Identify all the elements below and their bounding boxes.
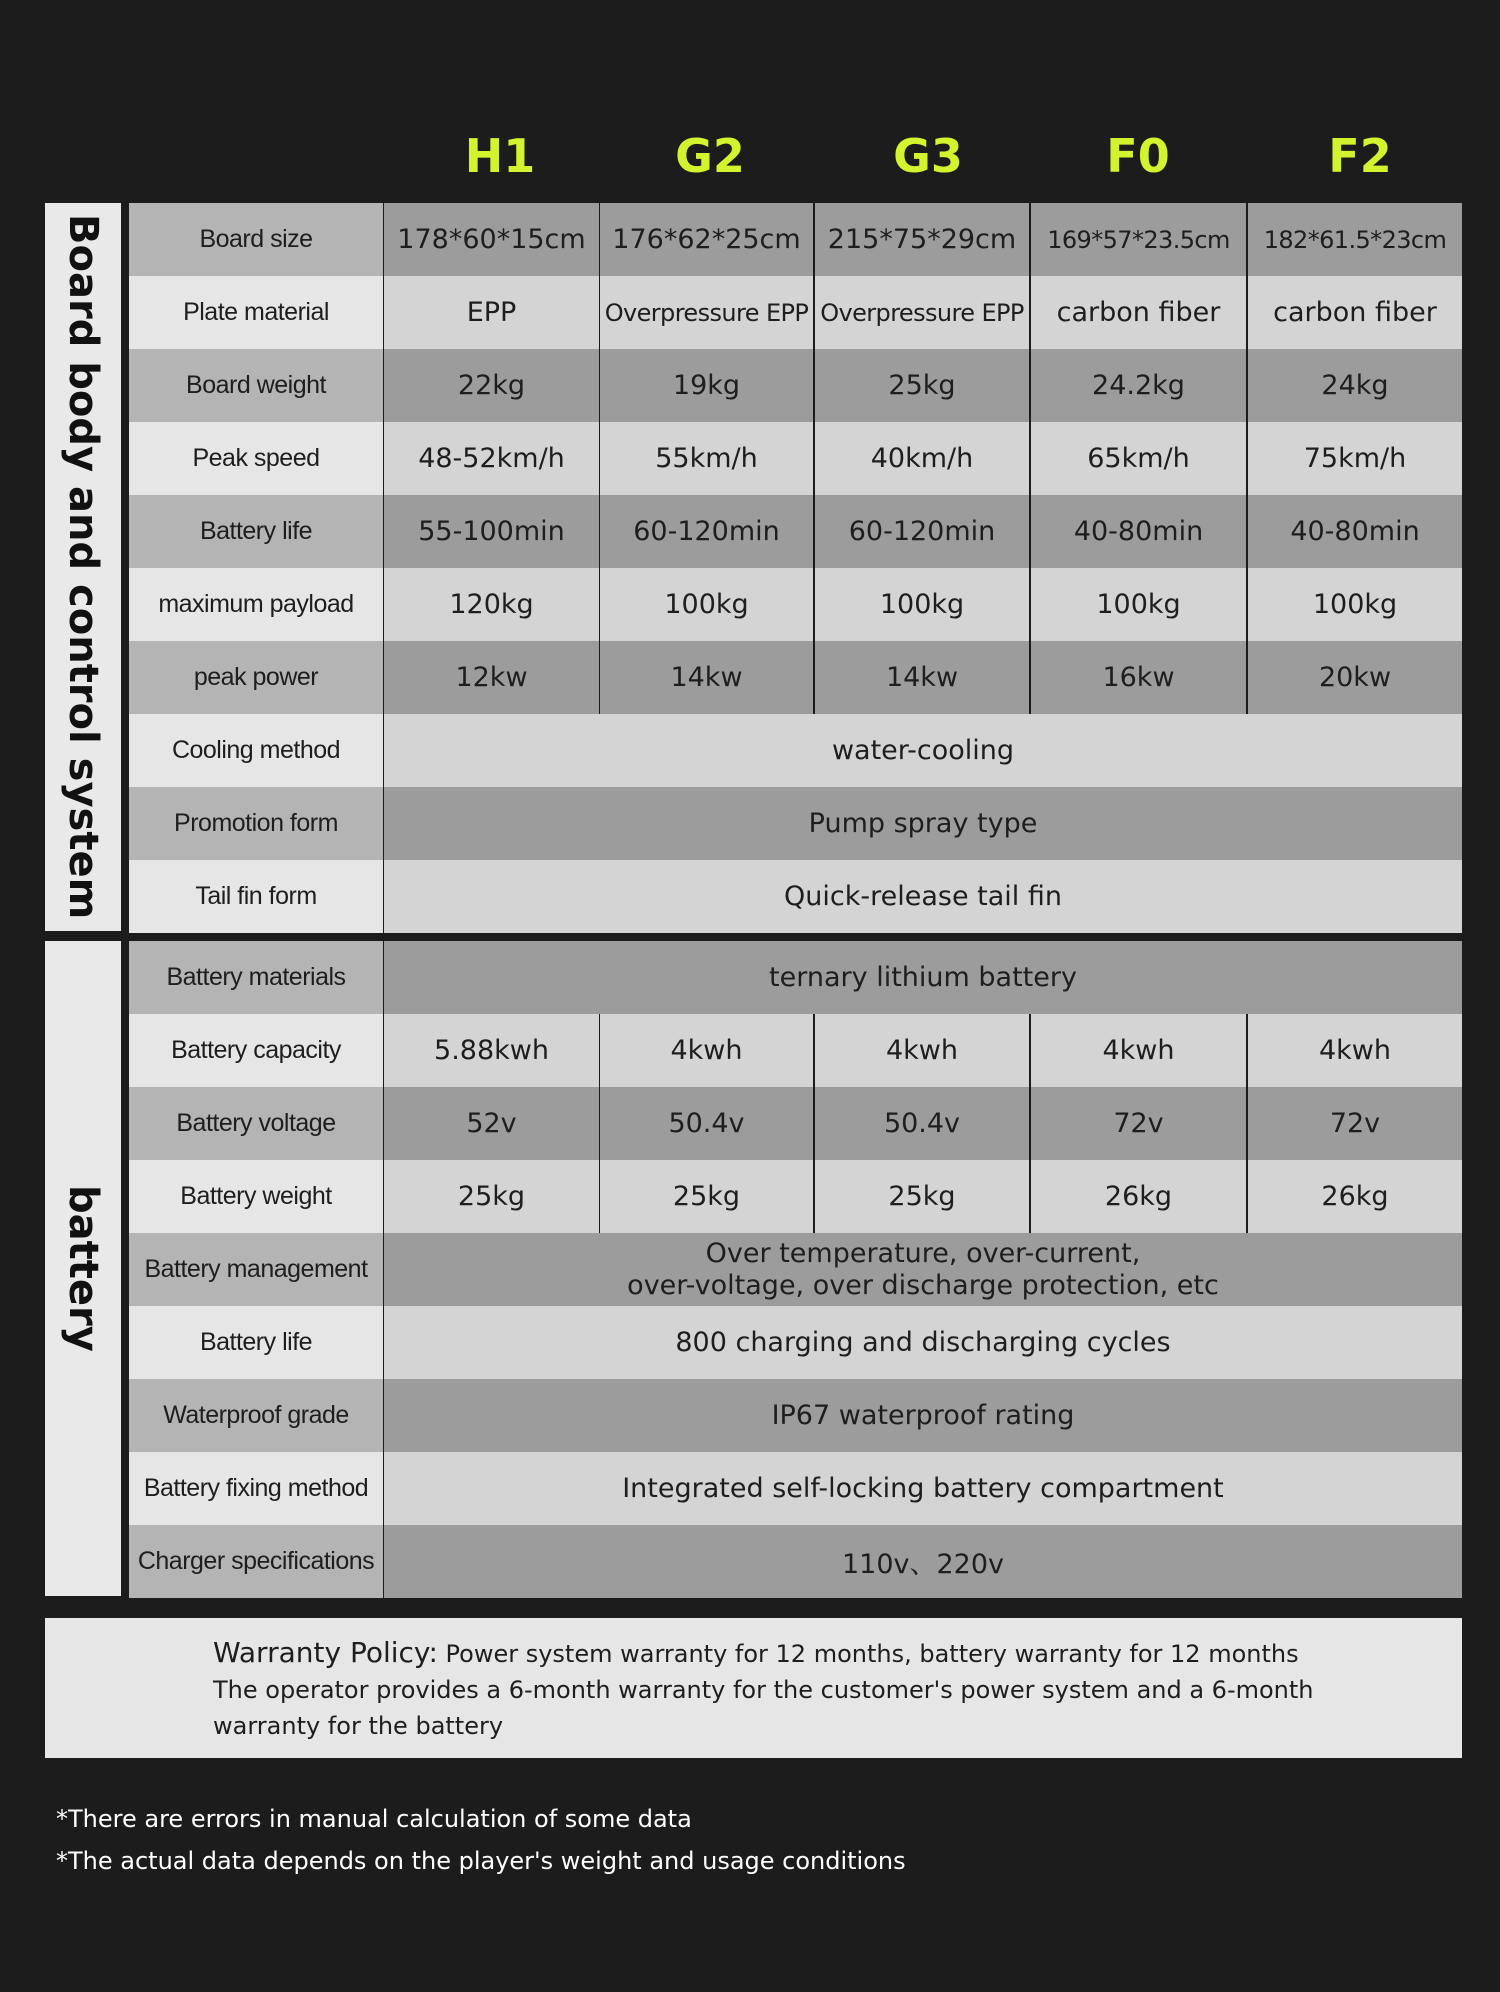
- row-value-h1: EPP: [384, 276, 599, 349]
- footnote-2: *The actual data depends on the player's weight and usage conditions: [56, 1847, 906, 1875]
- row-value-f0: 40-80min: [1031, 495, 1246, 568]
- row-label: Battery life: [129, 495, 383, 568]
- row-value-g3: Overpressure EPP: [815, 276, 1029, 349]
- row-value-g3: 50.4v: [815, 1087, 1029, 1160]
- row-value-f0: 16kw: [1031, 641, 1246, 714]
- row-value-f2: 4kwh: [1248, 1014, 1462, 1087]
- model-g3: G3: [893, 129, 963, 183]
- row-value-g2: 176*62*25cm: [600, 203, 813, 276]
- row-value-span: 800 charging and discharging cycles: [384, 1306, 1462, 1379]
- row-value-h1: 52v: [384, 1087, 599, 1160]
- row-label: Board size: [129, 203, 383, 276]
- warranty-box: [45, 1618, 1462, 1758]
- row-value-f0: 26kg: [1031, 1160, 1246, 1233]
- section-battery-label: battery: [60, 1185, 106, 1352]
- section-board-body-label: Board body and control system: [60, 214, 106, 920]
- model-f0: F0: [1106, 129, 1170, 183]
- row-value-f2: 72v: [1248, 1087, 1462, 1160]
- row-label: Cooling method: [129, 714, 383, 787]
- row-label: Promotion form: [129, 787, 383, 860]
- row-label: Charger specifications: [129, 1525, 383, 1598]
- row-value-g2: 55km/h: [600, 422, 813, 495]
- row-value-f2: 182*61.5*23cm: [1248, 203, 1462, 276]
- row-value-span: Pump spray type: [384, 787, 1462, 860]
- row-value-span: ternary lithium battery: [384, 941, 1462, 1014]
- row-value-g2: 25kg: [600, 1160, 813, 1233]
- row-value-f2: 20kw: [1248, 641, 1462, 714]
- row-value-f0: 4kwh: [1031, 1014, 1246, 1087]
- model-f2: F2: [1328, 129, 1392, 183]
- row-value-span: Over temperature, over-current, over-voltage, over discharge protection, etc: [384, 1233, 1462, 1306]
- warranty-line-1: [213, 1635, 1462, 1672]
- footnote-1: *There are errors in manual calculation of some data: [56, 1805, 692, 1833]
- row-value-f2: 100kg: [1248, 568, 1462, 641]
- row-label: maximum payload: [129, 568, 383, 641]
- row-value-h1: 25kg: [384, 1160, 599, 1233]
- row-value-span: water-cooling: [384, 714, 1462, 787]
- row-label: Tail fin form: [129, 860, 383, 933]
- warranty-text-2: The operator provides a 6-month warranty for the customer's power system and a 6-month: [213, 1676, 1314, 1704]
- row-value-g3: 40km/h: [815, 422, 1029, 495]
- row-label: Battery fixing method: [129, 1452, 383, 1525]
- row-value-g3: 100kg: [815, 568, 1029, 641]
- row-value-f0: 100kg: [1031, 568, 1246, 641]
- row-label: Waterproof grade: [129, 1379, 383, 1452]
- row-value-g2: Overpressure EPP: [600, 276, 813, 349]
- row-value-g3: 25kg: [815, 1160, 1029, 1233]
- footnotes: [56, 1798, 1356, 1882]
- row-label: Battery management: [129, 1233, 383, 1306]
- row-value-f0: 24.2kg: [1031, 349, 1246, 422]
- row-value-g2: 100kg: [600, 568, 813, 641]
- row-value-g2: 14kw: [600, 641, 813, 714]
- section-board-body: [45, 203, 121, 931]
- warranty-title: Warranty Policy:: [213, 1636, 438, 1669]
- row-label: Battery life: [129, 1306, 383, 1379]
- row-label: Battery voltage: [129, 1087, 383, 1160]
- row-label: Battery weight: [129, 1160, 383, 1233]
- row-value-f2: 24kg: [1248, 349, 1462, 422]
- row-value-span: IP67 waterproof rating: [384, 1379, 1462, 1452]
- row-value-span: Integrated self-locking battery compartment: [384, 1452, 1462, 1525]
- row-value-g2: 4kwh: [600, 1014, 813, 1087]
- row-label: Plate material: [129, 276, 383, 349]
- row-value-f0: 169*57*23.5cm: [1031, 203, 1246, 276]
- row-value-f2: 26kg: [1248, 1160, 1462, 1233]
- section-battery: [45, 941, 121, 1596]
- row-label: Peak speed: [129, 422, 383, 495]
- row-value-f0: carbon fiber: [1031, 276, 1246, 349]
- row-value-h1: 178*60*15cm: [384, 203, 599, 276]
- row-value-g2: 50.4v: [600, 1087, 813, 1160]
- row-value-f2: carbon fiber: [1248, 276, 1462, 349]
- row-value-span: Quick-release tail fin: [384, 860, 1462, 933]
- row-value-h1: 55-100min: [384, 495, 599, 568]
- model-header-row: [0, 120, 1500, 192]
- row-value-h1: 120kg: [384, 568, 599, 641]
- row-label: Battery materials: [129, 941, 383, 1014]
- row-label: peak power: [129, 641, 383, 714]
- row-value-f0: 65km/h: [1031, 422, 1246, 495]
- row-value-h1: 12kw: [384, 641, 599, 714]
- row-value-g3: 25kg: [815, 349, 1029, 422]
- warranty-text-3: warranty for the battery: [213, 1712, 504, 1740]
- row-value-g3: 14kw: [815, 641, 1029, 714]
- model-h1: H1: [464, 129, 536, 183]
- row-value-f0: 72v: [1031, 1087, 1246, 1160]
- row-value-g3: 4kwh: [815, 1014, 1029, 1087]
- row-value-h1: 48-52km/h: [384, 422, 599, 495]
- row-value-span: 110v、220v: [384, 1525, 1462, 1598]
- row-value-g2: 19kg: [600, 349, 813, 422]
- row-label: Battery capacity: [129, 1014, 383, 1087]
- warranty-text-1: Power system warranty for 12 months, battery warranty for 12 months: [445, 1640, 1299, 1668]
- row-value-g2: 60-120min: [600, 495, 813, 568]
- row-value-f2: 40-80min: [1248, 495, 1462, 568]
- row-value-f2: 75km/h: [1248, 422, 1462, 495]
- row-value-h1: 22kg: [384, 349, 599, 422]
- row-value-g3: 215*75*29cm: [815, 203, 1029, 276]
- row-label: Board weight: [129, 349, 383, 422]
- row-value-g3: 60-120min: [815, 495, 1029, 568]
- model-g2: G2: [675, 129, 745, 183]
- row-value-h1: 5.88kwh: [384, 1014, 599, 1087]
